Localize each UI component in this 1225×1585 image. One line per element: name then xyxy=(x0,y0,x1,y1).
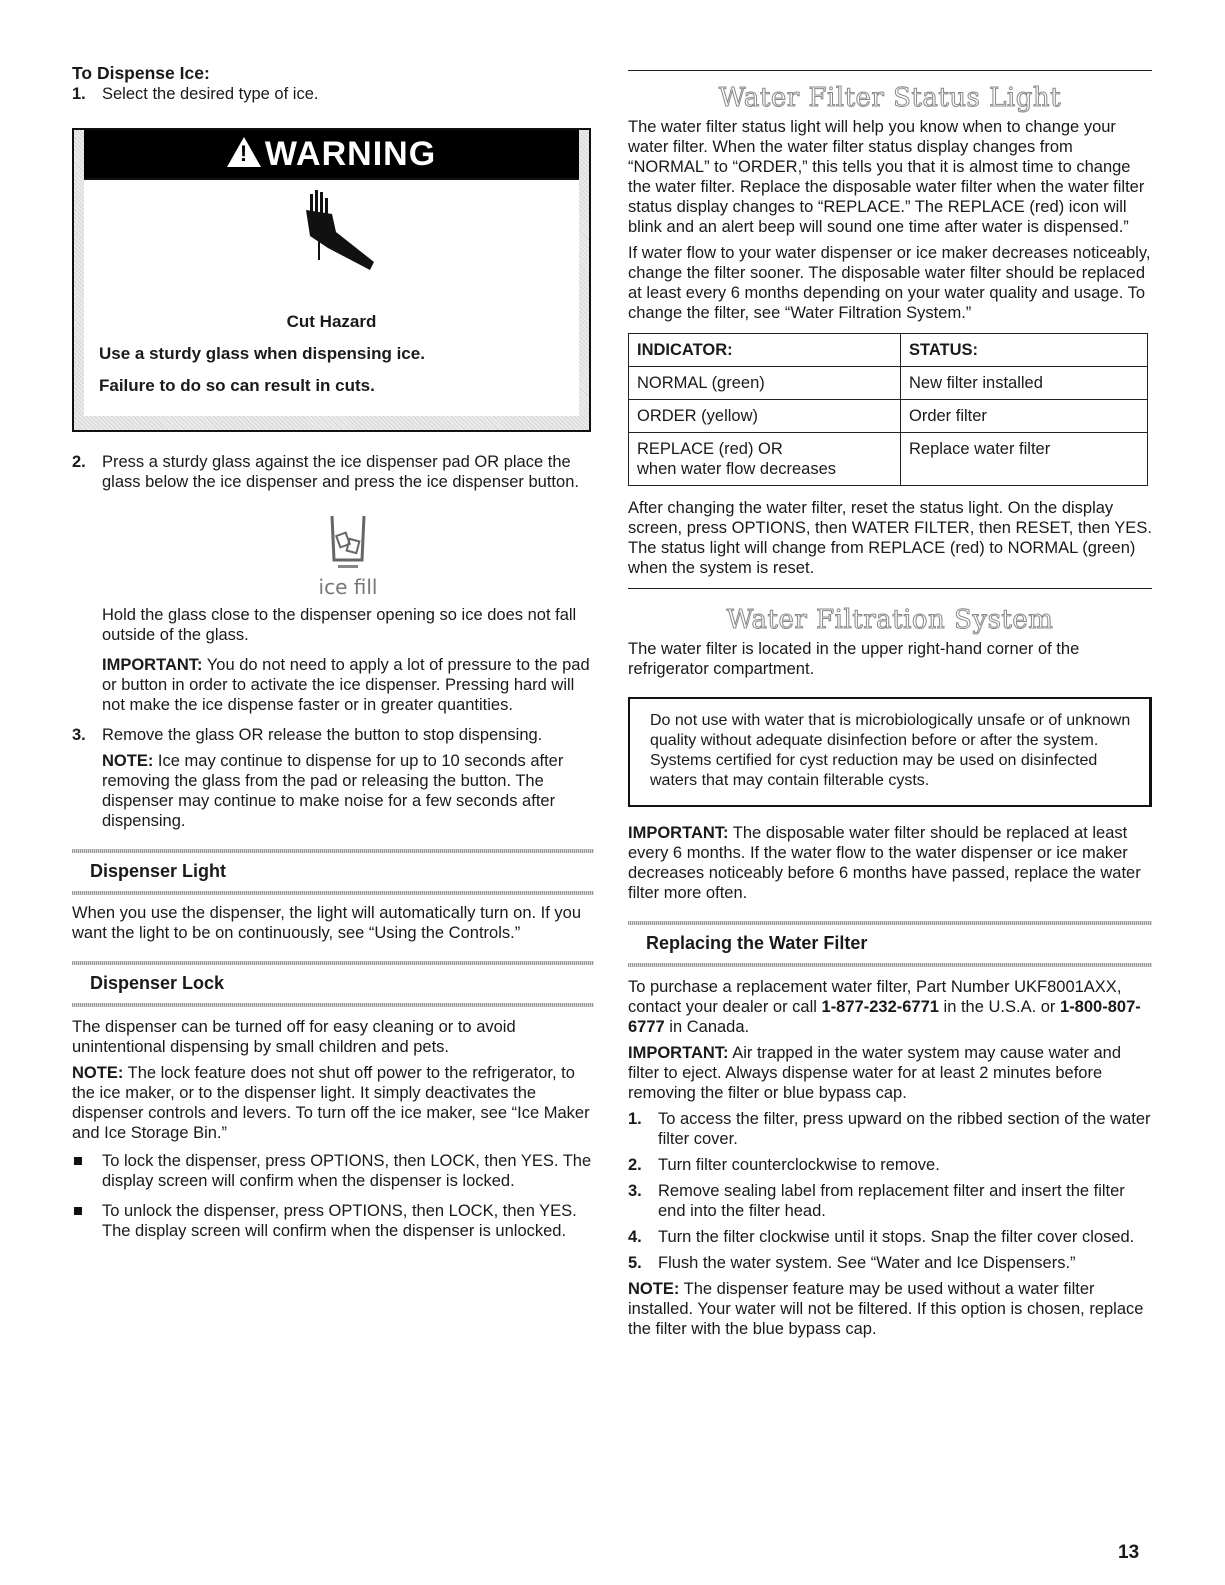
replace-steps xyxy=(628,1109,1152,1273)
warning-triangle-icon xyxy=(227,137,261,167)
purchase-text: To purchase a replacement water filter, Part Number UKF8001AXX, contact your dealer or call xyxy=(628,978,1122,1016)
step-text: To access the filter, press upward on the ribbed section of the water filter cover. xyxy=(658,1110,1151,1148)
phone-us: 1-877-232-6771 xyxy=(821,998,939,1016)
table-row xyxy=(629,400,1148,433)
step-1 xyxy=(72,84,594,104)
warning-line-1: Use a sturdy glass when dispensing ice. xyxy=(99,344,425,363)
step-text: Remove the glass OR release the button to stop dispensing. xyxy=(102,726,543,744)
hold-text: Hold the glass close to the dispenser opening so ice does not fall outside of the glass. xyxy=(102,606,577,644)
light-text: When you use the dispenser, the light will automatically turn on. If you want the light to be on continuously, see “Using the Controls.” xyxy=(72,904,582,942)
status-paragraph-2: If water flow to your water dispenser or ice maker decreases noticeably, change the filter sooner. The disposable water filter should be replaced at least every 6 months depending on your water quality and usage. To change the filter, see “Water Filtration System.” xyxy=(628,244,1151,322)
dispense-heading: To Dispense Ice: xyxy=(72,63,210,83)
step-text: Turn the filter clockwise until it stops. Snap the filter cover closed. xyxy=(658,1228,1135,1246)
important-paragraph xyxy=(72,655,594,715)
dispenser-lock-heading xyxy=(72,961,594,1007)
section-title: Dispenser Light xyxy=(90,861,227,881)
list-item xyxy=(628,1181,1152,1221)
ice-fill-label: ice fill xyxy=(318,575,378,599)
left-column xyxy=(72,62,594,1241)
list-item xyxy=(628,1253,1152,1273)
cut-hand-icon xyxy=(84,180,579,294)
filtration-paragraph: The water filter is located in the upper right-hand corner of the refrigerator compartment. xyxy=(628,640,1080,678)
right-column xyxy=(628,70,1152,1339)
step-number: 3. xyxy=(628,1182,642,1200)
note-paragraph xyxy=(72,751,594,831)
table-row xyxy=(629,367,1148,400)
list-item xyxy=(628,1227,1152,1247)
warning-banner xyxy=(84,130,579,178)
step-number: 3. xyxy=(72,726,86,744)
cell-indicator-line-1: REPLACE (red) OR xyxy=(637,440,783,458)
step-text: Turn filter counterclockwise to remove. xyxy=(658,1156,940,1174)
status-paragraph-1: The water filter status light will help you know when to change your water filter. When the water filter status display changes from “NORMAL” to “ORDER,” this tells you that it is almost time to change the water filter. Replace the disposable water filter when the water filter status display changes to “REPLACE.” The REPLACE (red) icon will blink and an alert beep will sound one time after water is dispensed.” xyxy=(628,118,1145,236)
note-text: The lock feature does not shut off power to the refrigerator, to the ice maker, or to the dispenser light. It simply deactivates the dispenser controls and levers. To turn off the ice maker, see “Ice Maker and Ice Storage Bin.” xyxy=(72,1064,590,1142)
purchase-paragraph xyxy=(628,977,1152,1037)
section-title: Replacing the Water Filter xyxy=(646,933,868,953)
cell-indicator: ORDER (yellow) xyxy=(629,400,901,433)
section-title: Dispenser Lock xyxy=(90,973,225,993)
note-text: Ice may continue to dispense for up to 10 seconds after removing the glass from the pad or releasing the button. The dispenser may continue to make noise for a few seconds after dispensing. xyxy=(102,752,564,830)
notice-text: Do not use with water that is microbiologically unsafe or of unknown quality without adequate disinfection before or after the system. Systems certified for cyst reduction may be used on disinfected waters that may contain filterable cysts. xyxy=(650,712,1131,789)
reset-text: After changing the water filter, reset the status light. On the display screen, press OPTIONS, then WATER FILTER, then RESET, then YES. The status light will change from REPLACE (red) to NORMAL (green) when the system is reset. xyxy=(628,499,1152,577)
filtration-title: Water Filtration System xyxy=(726,605,1054,635)
important-text: The disposable water filter should be replaced at least every 6 months. If the water flow to the water dispenser or ice maker decreases noticeably before 6 months have passed, replace the water filter more often. xyxy=(628,824,1141,902)
status-table xyxy=(628,333,1148,486)
step-number: 1. xyxy=(72,85,86,103)
section-rule xyxy=(628,588,1152,589)
header-indicator: INDICATOR: xyxy=(629,334,901,367)
dispenser-light-heading xyxy=(72,849,594,895)
important-text: Air trapped in the water system may cause water and filter to eject. Always dispense water for at least 2 minutes before removing the filter or blue bypass cap. xyxy=(628,1044,1122,1102)
important-label: IMPORTANT: xyxy=(628,824,729,842)
purchase-text: in the U.S.A. or xyxy=(938,998,1061,1016)
list-item xyxy=(628,1109,1152,1149)
list-item xyxy=(628,1155,1152,1175)
step-text: Press a sturdy glass against the ice dispenser pad OR place the glass below the ice dispenser and press the ice dispenser button. xyxy=(102,453,579,491)
header-status: STATUS: xyxy=(901,334,1148,367)
step-3 xyxy=(72,725,594,745)
important-text: You do not need to apply a lot of pressure to the pad or button in order to activate the ice dispenser. Pressing hard will not make the ice dispense faster or in greater quantities. xyxy=(102,656,590,714)
warning-banner-text: WARNING xyxy=(264,134,437,173)
status-light-title: Water Filter Status Light xyxy=(718,83,1062,113)
filtration-important xyxy=(628,823,1152,903)
ice-glass-icon xyxy=(318,510,378,570)
ice-fill-figure xyxy=(72,510,594,599)
lock-note xyxy=(72,1063,594,1143)
cell-indicator xyxy=(629,433,901,486)
cut-hazard-image xyxy=(84,178,579,300)
table-header-row xyxy=(629,334,1148,367)
warning-box xyxy=(72,128,591,432)
note-text: The dispenser feature may be used without a water filter installed. Your water will not be filtered. If this option is chosen, replace the filter with the blue bypass cap. xyxy=(628,1280,1144,1338)
note-label: NOTE: xyxy=(628,1280,680,1298)
step-number: 4. xyxy=(628,1228,642,1246)
section-rule xyxy=(628,70,1152,71)
cell-indicator: NORMAL (green) xyxy=(629,367,901,400)
replacing-filter-heading xyxy=(628,921,1152,967)
air-important xyxy=(628,1043,1152,1103)
step-text: Remove sealing label from replacement filter and insert the filter end into the filter head. xyxy=(658,1182,1125,1220)
cell-indicator-line-2: when water flow decreases xyxy=(637,460,837,478)
note-label: NOTE: xyxy=(72,1064,124,1082)
step-number: 5. xyxy=(628,1254,642,1272)
important-label: IMPORTANT: xyxy=(628,1044,729,1062)
cell-status: New filter installed xyxy=(901,367,1148,400)
phone-canada: 1-800-807-6777 xyxy=(628,998,1141,1036)
page-number: 13 xyxy=(1118,1542,1140,1563)
note-label: NOTE: xyxy=(102,752,154,770)
cell-status: Replace water filter xyxy=(901,433,1148,486)
step-number: 2. xyxy=(72,453,86,471)
lock-bullet: To lock the dispenser, press OPTIONS, then LOCK, then YES. The display screen will confirm when the dispenser is locked. xyxy=(72,1151,594,1191)
step-number: 2. xyxy=(628,1156,642,1174)
cell-status: Order filter xyxy=(901,400,1148,433)
warning-text-panel xyxy=(84,298,579,416)
step-number: 1. xyxy=(628,1110,642,1128)
lock-text: The dispenser can be turned off for easy cleaning or to avoid unintentional dispensing by small children and pets. xyxy=(72,1018,516,1056)
step-text: Flush the water system. See “Water and Ice Dispensers.” xyxy=(658,1254,1076,1272)
warning-line-2: Failure to do so can result in cuts. xyxy=(99,376,375,395)
important-label: IMPORTANT: xyxy=(102,656,203,674)
hazard-title: Cut Hazard xyxy=(286,312,377,331)
step-text: Select the desired type of ice. xyxy=(102,85,319,103)
bypass-note xyxy=(628,1279,1152,1339)
filtration-notice-box xyxy=(628,697,1152,807)
purchase-text: in Canada. xyxy=(664,1018,750,1036)
step-2 xyxy=(72,452,594,492)
table-row xyxy=(629,433,1148,486)
unlock-bullet: To unlock the dispenser, press OPTIONS, then LOCK, then YES. The display screen will confirm when the dispenser is unlocked. xyxy=(72,1201,594,1241)
